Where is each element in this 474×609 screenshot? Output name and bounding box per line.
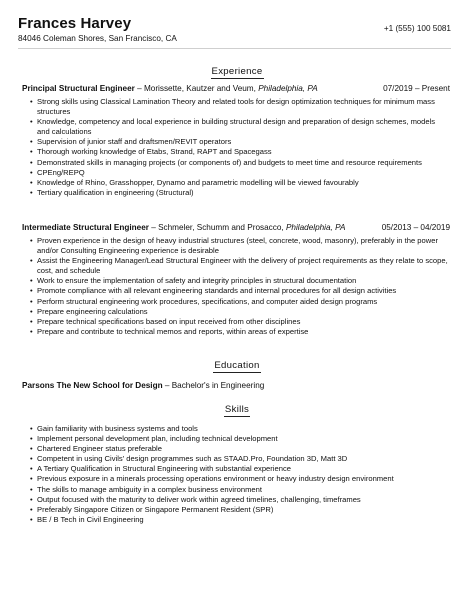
job-separator: – <box>134 84 144 93</box>
job-title: Intermediate Structural Engineer <box>22 223 149 232</box>
list-item: • Proven experience in the design of heavy industrial structures (steel, concrete, wood, masonry), preferably in the power and/or Consulting Engineering experience is desirable <box>30 236 448 256</box>
list-item: • Implement personal development plan, including technical development <box>30 434 448 444</box>
list-item: • Output focused with the maturity to deliver work within agreed timelines, challenging, timeframes <box>30 495 448 505</box>
list-item: • Knowledge of Rhino, Grasshopper, Dynamo and parametric modelling will be viewed favourably <box>30 178 448 188</box>
education-separator: – <box>162 381 172 390</box>
education-heading <box>0 360 474 372</box>
list-item: • Prepare and contribute to technical memos and reports, within areas of expertise <box>30 327 448 337</box>
list-item: • Chartered Engineer status preferable <box>30 444 448 454</box>
job-header-1 <box>22 84 450 94</box>
list-item: • Work to ensure the implementation of safety and integrity principles in structural documentation <box>30 276 448 286</box>
list-item: • BE / B Tech in Civil Engineering <box>30 515 448 525</box>
job-header-2 <box>22 223 450 233</box>
job-company: Morissette, Kautzer and Veum, <box>143 84 259 93</box>
job-dates: 05/2013 – 04/2019 <box>381 223 450 232</box>
list-item: • Thorough working knowledge of Etabs, Strand, RAPT and Spacegass <box>30 147 448 157</box>
job-title: Principal Structural Engineer <box>22 84 135 93</box>
skills-list <box>30 424 448 525</box>
candidate-name: Frances Harvey <box>18 15 132 32</box>
list-item: • The skills to manage ambiguity in a complex business environment <box>30 485 448 495</box>
list-item: • CPEng/REPQ <box>30 168 448 178</box>
job-location: Philadelphia, PA <box>285 223 346 232</box>
job-heading-2 <box>22 223 345 233</box>
candidate-phone: +1 (555) 100 5081 <box>383 24 451 33</box>
list-item: • Strong skills using Classical Lamination Theory and related tools for design optimization techniques for minimum mass structures <box>30 97 448 117</box>
list-item: • Knowledge, competency and local experience in building structural design and preparation of design schemes, models and calculations <box>30 117 448 137</box>
header-divider <box>18 48 451 49</box>
candidate-address: 84046 Coleman Shores, San Francisco, CA <box>18 34 177 43</box>
job-company: Schmeler, Schumm and Prosacco, <box>158 223 286 232</box>
experience-heading <box>0 66 474 78</box>
list-item: • Tertiary qualification in engineering (Structural) <box>30 188 448 198</box>
job-1-bullets <box>30 97 448 198</box>
list-item: • Assist the Engineering Manager/Lead Structural Engineer with the delivery of project requirements as they relate to scope, cost, and schedule <box>30 256 448 276</box>
list-item: • A Tertiary Qualification in Structural Engineering with substantial experience <box>30 464 448 474</box>
list-item: • Promote compliance with all relevant engineering standards and internal procedures for all design activities <box>30 286 448 296</box>
experience-heading-text: Experience <box>211 66 263 77</box>
education-school: Parsons The New School for Design <box>22 381 163 390</box>
list-item: • Prepare engineering calculations <box>30 307 448 317</box>
job-separator: – <box>148 223 159 232</box>
education-degree: Bachelor's in Engineering <box>171 381 265 390</box>
list-item: • Gain familiarity with business systems and tools <box>30 424 448 434</box>
skills-heading <box>0 404 474 416</box>
list-item: • Perform structural engineering work procedures, specifications, and computer aided design programs <box>30 297 448 307</box>
job-location: Philadelphia, PA <box>258 84 318 93</box>
list-item: • Preferably Singapore Citizen or Singapore Permanent Resident (SPR) <box>30 505 448 515</box>
list-item: • Supervision of junior staff and draftsmen/REVIT operators <box>30 137 448 147</box>
list-item: • Competent in using Civils' design programmes such as STAAD.Pro, Foundation 3D, Matt 3D <box>30 454 448 464</box>
job-2-bullets <box>30 236 448 337</box>
list-item: • Prepare technical specifications based on input received from other disciplines <box>30 317 448 327</box>
skills-heading-text: Skills <box>224 404 250 415</box>
list-item: • Demonstrated skills in managing projects (or components of) and budgets to meet time and resource requirements <box>30 158 448 168</box>
job-dates: 07/2019 – Present <box>383 84 450 93</box>
education-heading-text: Education <box>214 360 260 371</box>
list-item: • Previous exposure in a minerals processing operations environment or heavy industry design environment <box>30 474 448 484</box>
education-entry <box>22 381 450 391</box>
job-heading-1 <box>22 84 318 94</box>
